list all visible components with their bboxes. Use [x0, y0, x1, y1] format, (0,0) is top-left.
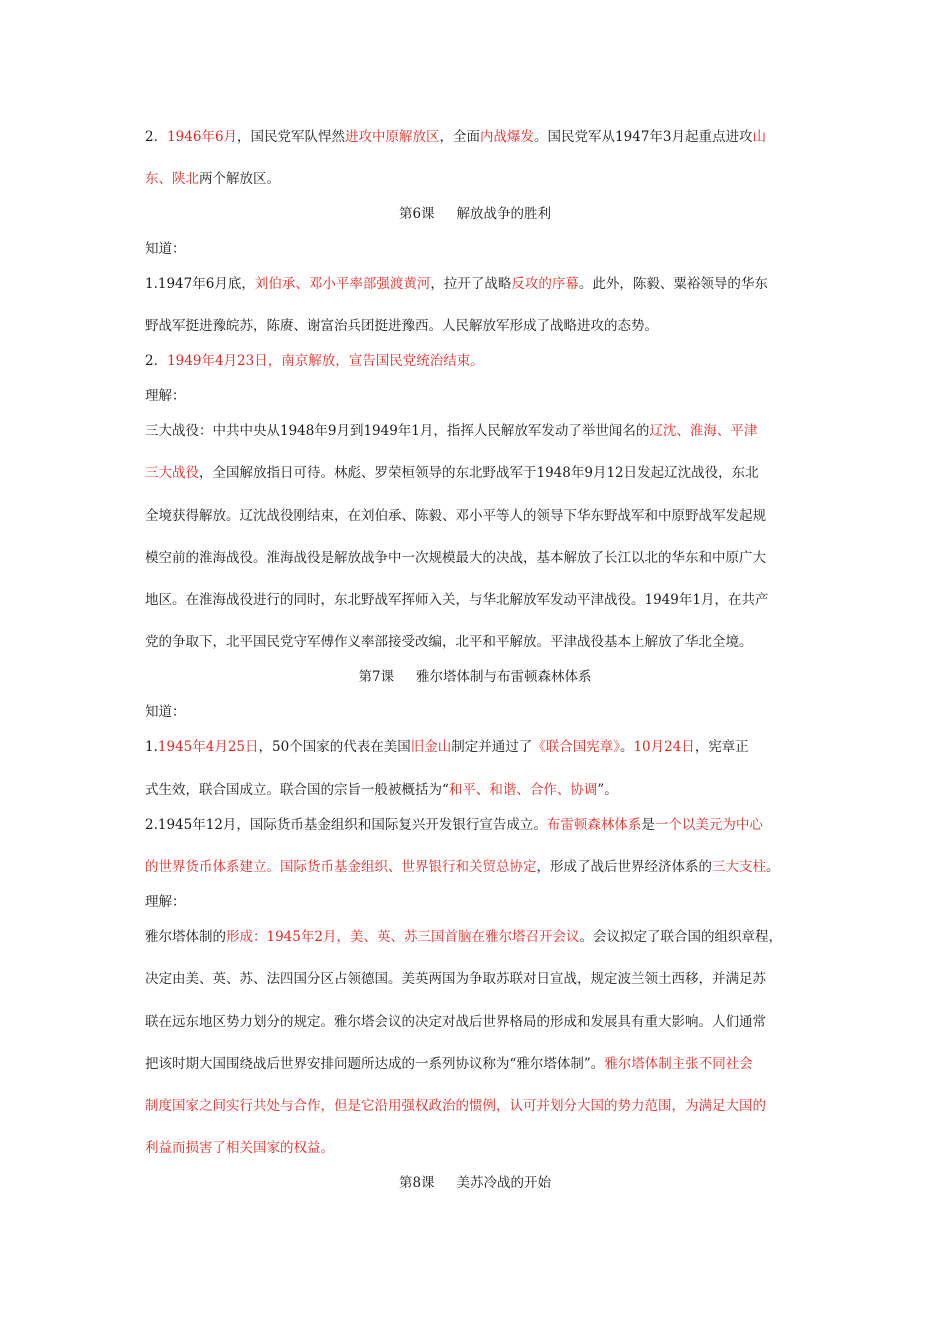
highlighted-text: 和平、和谐、合作、协调: [448, 782, 598, 798]
lesson-heading: [0, 204, 950, 224]
paragraph-line: [145, 1096, 835, 1116]
text-run: 党的争取下，北平国民党守军傅作义率部接受改编，北平和平解放。平津战役基本上解放了华北全境。: [145, 634, 753, 650]
paragraph-line: [145, 274, 835, 294]
text-run: 三大战役：中共中央从1948年9月到1949年1月，指挥人民解放军发动了举世闻名的: [145, 423, 650, 439]
paragraph-line: [145, 1054, 835, 1074]
text-run: 雅尔塔体制与布雷顿森林体系: [416, 669, 592, 685]
text-run: 。会议拟定了联合国的组织章程，: [579, 929, 782, 945]
text-run: 制定并通过了: [451, 739, 533, 755]
text-run: ，拉开了战略: [430, 276, 512, 292]
highlighted-text: 三大战役: [145, 465, 199, 481]
highlighted-text: 旧金山: [410, 739, 452, 755]
highlighted-text: 进攻中原解放区: [345, 129, 440, 145]
text-run: 2．: [145, 353, 168, 369]
paragraph-line: [145, 421, 835, 441]
text-run: 理解：: [145, 388, 186, 404]
highlighted-text: 刘伯承、邓小平率部强渡黄河: [254, 276, 431, 292]
text-run: 。国民党军从1947年3月起重点进攻: [534, 129, 753, 145]
highlighted-text: 利益而损害了相关国家的权益。: [145, 1140, 334, 1156]
highlighted-text: 的世界货币体系建立。国际货币基金组织、世界银行和关贸总协定: [145, 859, 537, 875]
paragraph-line: [145, 857, 835, 877]
text-run: 联在远东地区势力划分的规定。雅尔塔会议的决定对战后世界格局的形成和发展具有重大影响。人们通常: [145, 1014, 766, 1030]
text-run: 。此外，陈毅、粟裕领导的华东: [578, 276, 768, 292]
text-run: 知道：: [145, 241, 186, 257]
paragraph-line: [145, 780, 835, 800]
text-run: 第8课: [398, 1175, 435, 1191]
paragraph-line: [145, 548, 835, 568]
text-run: 解放战争的胜利: [456, 206, 552, 222]
highlighted-text: 10月24日: [633, 739, 695, 755]
text-run: 第6课: [398, 206, 435, 222]
highlighted-text: 形成：1945年2月，美、英、苏三国首脑在雅尔塔召开会议: [226, 929, 580, 945]
highlighted-text: 1946年6月: [167, 129, 238, 145]
text-run: ，形成了战后世界经济体系的: [536, 859, 712, 875]
text-run: ，50个国家的代表在美国: [258, 739, 411, 755]
text-run: 第7课: [358, 669, 395, 685]
text-run: 。: [619, 739, 634, 755]
lesson-heading: [0, 667, 950, 687]
text-run: 模空前的淮海战役。淮海战役是解放战争中一次规模最大的决战，基本解放了长江以北的华东和中原广大: [145, 550, 766, 566]
highlighted-text: 三大支柱: [712, 859, 766, 875]
paragraph-line: [145, 1138, 835, 1158]
paragraph-line: [145, 737, 835, 757]
text-run: 2．: [145, 129, 168, 145]
text-run: ，国民党军队悍然: [237, 129, 346, 145]
text-run: 雅尔塔体制的: [145, 929, 226, 945]
text-run: 决定由美、英、苏、法四国分区占领德国。美英两国为争取苏联对日宣战，规定波兰领土西移，并满足苏: [145, 971, 766, 987]
paragraph-line: [145, 169, 835, 189]
text-run: ，全面: [439, 129, 481, 145]
section-label: [145, 702, 835, 722]
highlighted-text: 东、陕北: [145, 171, 199, 187]
highlighted-text: 《联合国宪章》: [532, 739, 620, 755]
highlighted-text: 制度国家之间实行共处与合作，但是它沿用强权政治的惯例，认可并划分大国的势力范围，为满足大国的: [145, 1098, 766, 1114]
paragraph-line: [145, 351, 835, 371]
highlighted-text: 布雷顿森林体系: [546, 817, 642, 833]
text-run: 理解：: [145, 894, 186, 910]
text-run: 美苏冷战的开始: [456, 1175, 552, 1191]
text-run: ”。: [597, 782, 618, 798]
text-run: 野战军挺进豫皖苏，陈赓、谢富治兵团挺进豫西。人民解放军形成了战略进攻的态势。: [145, 318, 658, 334]
text-run: 知道：: [145, 704, 186, 720]
highlighted-text: 一个以美元为中心: [654, 817, 763, 833]
highlighted-text: 1949年4月23日，南京解放，宣告国民党统治结束。: [167, 353, 484, 369]
highlighted-text: 雅尔塔体制主张不同社会: [604, 1056, 753, 1072]
paragraph-line: [145, 316, 835, 336]
text-run: 1.1947年6月底，: [145, 276, 255, 292]
paragraph-line: [145, 590, 835, 610]
text-run: ，宪章正: [694, 739, 749, 755]
paragraph-line: [145, 632, 835, 652]
text-run: 地区。在淮海战役进行的同时，东北野战军挥师入关，与华北解放军发动平津战役。1949年1月，在共产: [145, 592, 769, 608]
paragraph-line: [145, 127, 835, 147]
highlighted-text: 反攻的序幕: [511, 276, 579, 292]
paragraph-line: [145, 969, 835, 989]
text-run: ，全国解放指日可待。林彪、罗荣桓领导的东北野战军于1948年9月12日发起辽沈战役，东北: [199, 465, 759, 481]
highlighted-text: 山: [752, 129, 766, 145]
section-label: [145, 386, 835, 406]
text-run: 是: [641, 817, 655, 833]
highlighted-text: 1945年4月25日: [157, 739, 259, 755]
paragraph-line: [145, 506, 835, 526]
highlighted-text: 内战爆发: [480, 129, 535, 145]
text-run: 两个解放区。: [199, 171, 280, 187]
section-label: [145, 892, 835, 912]
text-run: 1.: [145, 739, 158, 755]
text-run: 式生效，联合国成立。联合国的宗旨一般被概括为“: [145, 782, 449, 798]
text-run: 2.1945年12月，国际货币基金组织和国际复兴开发银行宣告成立。: [145, 817, 547, 833]
paragraph-line: [145, 927, 835, 947]
text-run: 。: [766, 859, 780, 875]
paragraph-line: [145, 815, 835, 835]
highlighted-text: 辽沈、淮海、平津: [649, 423, 758, 439]
text-run: 把该时期大国围绕战后世界安排问题所达成的一系列协议称为“雅尔塔体制”。: [145, 1056, 605, 1072]
lesson-heading: [0, 1173, 950, 1193]
section-label: [145, 239, 835, 259]
paragraph-line: [145, 463, 835, 483]
text-run: 全境获得解放。辽沈战役刚结束，在刘伯承、陈毅、邓小平等人的领导下华东野战军和中原野战军发起规: [145, 508, 766, 524]
paragraph-line: [145, 1012, 835, 1032]
